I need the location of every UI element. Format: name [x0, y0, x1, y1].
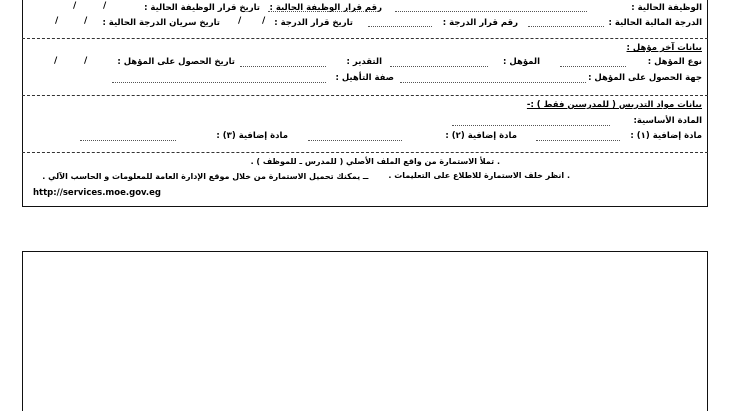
- current-grade-label: الدرجة المالية الحالية :: [608, 18, 702, 28]
- current-job-label: الوظيفة الحالية :: [631, 3, 702, 13]
- section-divider: [22, 95, 708, 96]
- date-separator: /: [55, 16, 59, 26]
- extra-subject-2-field[interactable]: [308, 140, 402, 141]
- date-separator: /: [262, 16, 266, 26]
- qualification-status-field[interactable]: [112, 82, 326, 83]
- note-download-form-text: ــ يمكنك تحميل الاستمارة من خلال موقع الإدارة العامة للمعلومات و الحاسب الآلي .: [42, 172, 369, 181]
- qualification-type-label: نوع المؤهل :: [647, 57, 702, 67]
- current-grade-field[interactable]: [528, 26, 604, 27]
- note-see-instructions: . انظر خلف الاستمارة للاطلاع على التعليمات .: [388, 171, 570, 180]
- grade-decision-no-label: رقم قرار الدرجة :: [442, 18, 518, 28]
- date-separator: /: [54, 56, 58, 66]
- current-job-decision-no-field[interactable]: [268, 11, 378, 12]
- grade-effective-date-label: تاريخ سريان الدرجة الحالية :: [102, 18, 220, 28]
- issuer-field[interactable]: [400, 82, 586, 83]
- current-job-field[interactable]: [395, 11, 587, 12]
- qualification-field[interactable]: [390, 66, 488, 67]
- qualification-status-label: صفة التأهيل :: [335, 73, 394, 83]
- qualification-section-header: بيانات آخر مؤهل :: [626, 43, 702, 53]
- extra-subject-1-label: مادة إضافية (١) :: [630, 131, 702, 141]
- date-separator: /: [238, 16, 242, 26]
- date-separator: /: [84, 16, 88, 26]
- qualification-date-label: تاريخ الحصول على المؤهل :: [117, 57, 235, 67]
- form-frame-bottom: [22, 251, 708, 411]
- extra-subject-1-field[interactable]: [536, 140, 620, 141]
- date-separator: /: [103, 1, 107, 11]
- section-divider: [22, 152, 708, 153]
- extra-subject-3-field[interactable]: [80, 140, 176, 141]
- grade-decision-no-field[interactable]: [368, 26, 432, 27]
- grade-field[interactable]: [240, 66, 326, 67]
- current-job-decision-no-label: رقم قرار الوظيفة الحالية :: [269, 3, 382, 13]
- issuer-label: جهة الحصول على المؤهل :: [588, 73, 702, 83]
- date-separator: /: [84, 56, 88, 66]
- subjects-section-header: بيانات مواد التدريس ( للمدرسين فقط ) :-: [526, 100, 702, 110]
- main-subject-label: المادة الأساسية:: [633, 116, 702, 126]
- grade-label: التقدير :: [346, 57, 382, 67]
- qualification-label: المؤهل :: [503, 57, 540, 67]
- date-separator: /: [73, 1, 77, 11]
- grade-decision-date-label: تاريخ قرار الدرجة :: [274, 18, 353, 28]
- qualification-type-field[interactable]: [560, 66, 626, 67]
- current-job-decision-date-label: تاريخ قرار الوظيفة الحالية :: [144, 3, 260, 13]
- services-website-link[interactable]: http://services.moe.gov.eg: [33, 188, 161, 198]
- extra-subject-2-label: مادة إضافية (٢) :: [445, 131, 517, 141]
- main-subject-field[interactable]: [452, 125, 610, 126]
- note-fill-from-file: . تملأ الاستمارة من واقع الملف الأصلي ( للمدرس ـ للموظف ) .: [250, 157, 500, 166]
- extra-subject-3-label: مادة إضافية (٣) :: [216, 131, 288, 141]
- section-divider: [22, 38, 708, 39]
- note-download-form: [42, 172, 368, 182]
